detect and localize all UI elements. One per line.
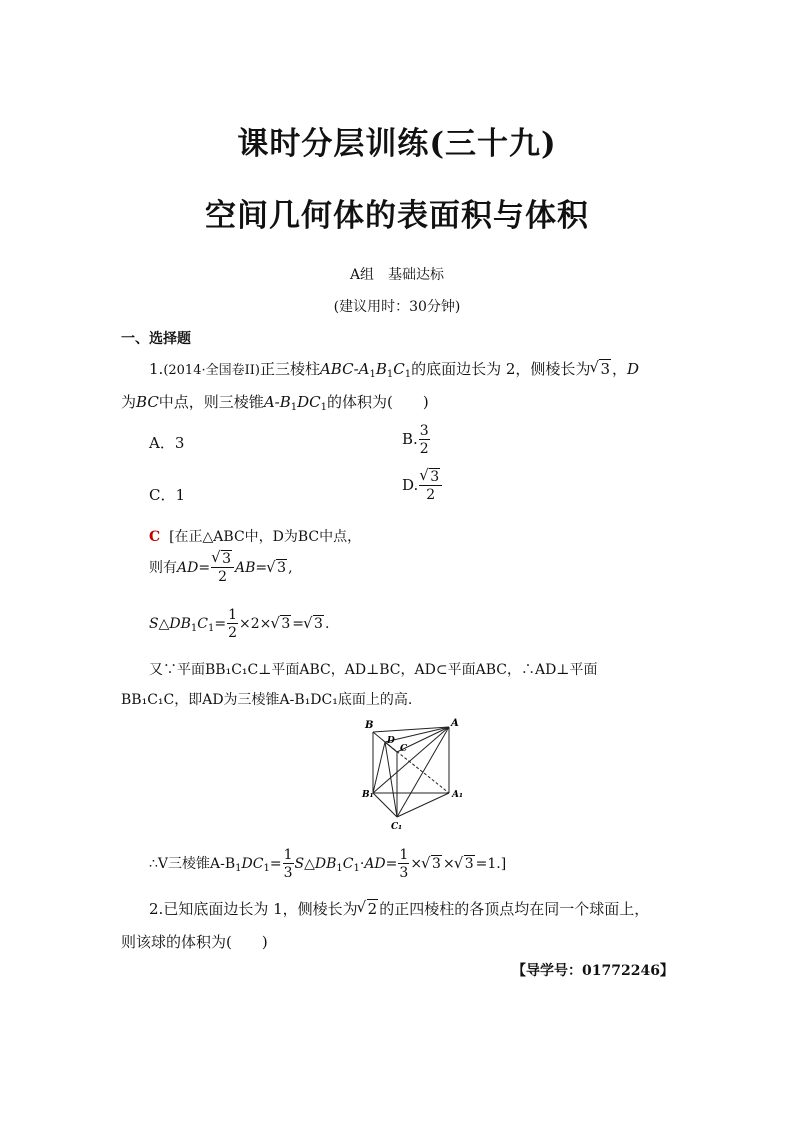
answer-line-5: BB₁C₁C，即AD为三棱锥A-B₁DC₁底面上的高. bbox=[121, 692, 413, 708]
sqrt-2: √ 2 bbox=[358, 900, 379, 918]
question-source: (2014·全国卷II) bbox=[163, 363, 260, 378]
question-2-line-2: 则该球的体积为( ) bbox=[121, 933, 268, 951]
label-b1: B₁ bbox=[362, 790, 374, 800]
question-number: 1. bbox=[149, 360, 164, 378]
option-d: D. √ $\frac{3}{2}$ bbox=[402, 470, 443, 502]
page-title: 课时分层训练(三十九) bbox=[237, 126, 557, 162]
prism-figure bbox=[360, 716, 470, 834]
answer-line-6: ∴V三棱锥$A-B_1DC_1=$ $\frac{1}{3}$ $S\triangle DB_1C_1\cdot AD=$ $\frac{1}{3}$ ×√ 3 ×√ 3 =1.] bbox=[149, 848, 506, 880]
label-d: D bbox=[387, 736, 395, 746]
option-a: A．3 bbox=[149, 434, 185, 452]
question-1-line-1: 1.(2014·全国卷II)正三棱柱ABC-$A_1B_1C_1$的底面边长为 2，侧棱长为√ 3 ，D bbox=[149, 358, 639, 379]
label-c: C bbox=[400, 744, 408, 754]
page-subtitle: 空间几何体的表面积与体积 bbox=[205, 198, 589, 234]
question-1-line-2: 为BC中点，则三棱锥$A-B_1DC_1$的体积为( ) bbox=[121, 393, 429, 413]
label-a1: A₁ bbox=[452, 790, 463, 800]
fraction-3-2: $\frac{3}{2}$ bbox=[419, 423, 429, 457]
answer-line-1: C [在正△ABC中，D为BC中点， bbox=[149, 529, 362, 545]
option-b: B. $\frac{3}{2}$ bbox=[402, 423, 429, 457]
answer-line-2: 则有AD= √ $\frac{3}{2}$ AB=√ 3 , bbox=[149, 552, 293, 584]
time-hint: (建议用时：30分钟) bbox=[333, 299, 461, 315]
option-c: C．1 bbox=[149, 486, 186, 504]
answer-line-3: $S\triangle DB_1C_1=$ $\frac{1}{2}$ ×2×√ 3 =√ 3 . bbox=[149, 608, 329, 640]
sqrt-3: √ 3 bbox=[590, 360, 611, 378]
answer-line-4: 又∵平面BB₁C₁C⊥平面ABC，AD⊥BC，AD⊂平面ABC，∴AD⊥平面 bbox=[149, 662, 598, 678]
reference-number: 【导学号：01772246】 bbox=[512, 963, 674, 979]
label-a: A bbox=[451, 718, 459, 729]
section-heading: 一、选择题 bbox=[121, 331, 191, 347]
group-heading: A组 基础达标 bbox=[349, 267, 445, 283]
label-b: B bbox=[365, 720, 374, 731]
label-c1: C₁ bbox=[391, 822, 403, 832]
fraction-sqrt3-2: √ $\frac{3}{2}$ bbox=[419, 470, 442, 502]
answer-letter: C bbox=[149, 529, 161, 545]
question-2-line-1: 2.已知底面边长为 1，侧棱长为√ 2 的正四棱柱的各顶点均在同一个球面上， bbox=[149, 898, 649, 919]
